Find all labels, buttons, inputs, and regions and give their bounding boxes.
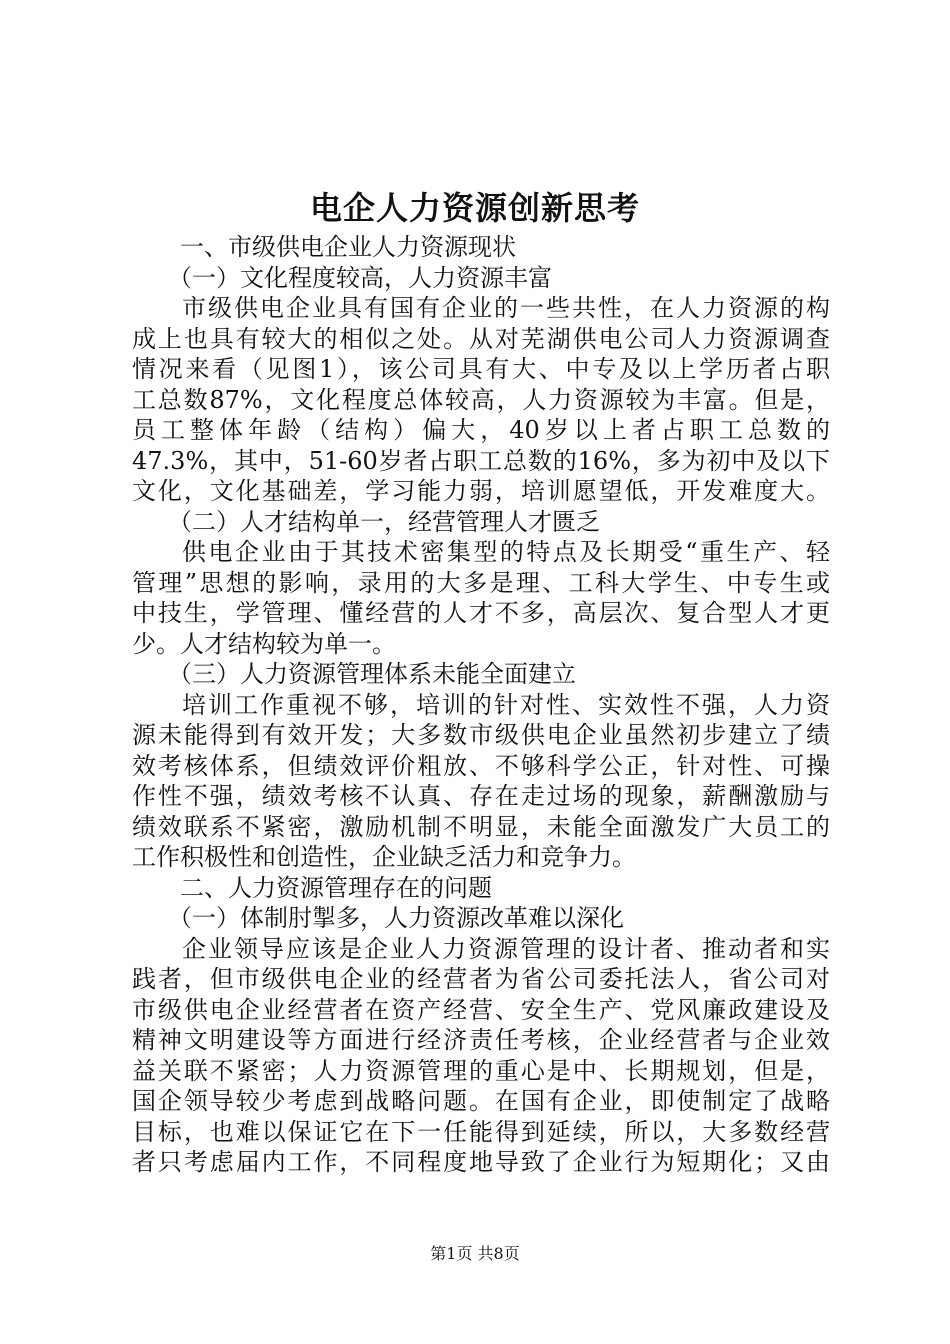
document-body [132, 232, 830, 1178]
page-footer: 第1页 共8页 [430, 1244, 520, 1263]
subsection-heading: （一）文化程度较高，人力资源丰富 [168, 263, 552, 292]
subsection-heading: （二）人才结构单一，经营管理人才匮乏 [168, 507, 600, 536]
paragraph-line: 精神文明建设等方面进行经济责任考核，企业经营者与企业效 [132, 1026, 830, 1054]
paragraph-line: 工作积极性和创造性，企业缺乏活力和竞争力。 [132, 843, 636, 871]
paragraph-line: 国企领导较少考虑到战略问题。在国有企业，即使制定了战略 [132, 1087, 830, 1115]
paragraph-line: 工总数87%，文化程度总体较高，人力资源较为丰富。但是， [132, 385, 830, 414]
section-heading: 一、市级供电企业人力资源现状 [180, 233, 516, 261]
paragraph-line: 少。人才结构较为单一。 [132, 629, 396, 658]
paragraph-line: 市级供电企业具有国有企业的一些共性，在人力资源的构 [182, 294, 830, 322]
paragraph-line: 效考核体系，但绩效评价粗放、不够科学公正，针对性、可操 [132, 751, 830, 780]
paragraph-line: 目标，也难以保证它在下一任能得到延续，所以，大多数经营 [132, 1117, 830, 1146]
paragraph-line: 管理”思想的影响，录用的大多是理、工科大学生、中专生或 [132, 568, 830, 597]
paragraph-line: 成上也具有较大的相似之处。从对芜湖供电公司人力资源调查 [132, 324, 830, 353]
subsection-heading: （一）体制肘掣多，人力资源改革难以深化 [168, 904, 624, 932]
paragraph-line: 供电企业由于其技术密集型的特点及长期受“重生产、轻 [182, 538, 830, 566]
paragraph-line: 践者，但市级供电企业的经营者为省公司委托法人，省公司对 [132, 965, 830, 993]
paragraph-line: 培训工作重视不够，培训的针对性、实效性不强，人力资 [182, 690, 830, 719]
paragraph-line: 企业领导应该是企业人力资源管理的设计者、推动者和实 [182, 934, 830, 963]
document-title: 电企人力资源创新思考 [309, 189, 640, 227]
paragraph-line: 文化，文化基础差，学习能力弱，培训愿望低，开发难度大。 [132, 477, 830, 505]
paragraph-line: 作性不强，绩效考核不认真、存在走过场的现象，薪酬激励与 [132, 782, 830, 810]
subsection-heading: （三）人力资源管理体系未能全面建立 [168, 660, 576, 688]
paragraph-line: 47.3%，其中，51-60岁者占职工总数的16%，多为初中及以下 [132, 446, 830, 475]
paragraph-line: 中技生，学管理、懂经营的人才不多，高层次、复合型人才更 [132, 599, 830, 627]
section-heading: 二、人力资源管理存在的问题 [180, 873, 492, 902]
paragraph-line: 员工整体年龄（结构）偏大，40岁以上者占职工总数的 [132, 416, 830, 444]
paragraph-line: 源未能得到有效开发；大多数市级供电企业虽然初步建立了绩 [132, 721, 830, 749]
paragraph-line: 市级供电企业经营者在资产经营、安全生产、党风廉政建设及 [132, 995, 830, 1024]
paragraph-line: 情况来看（见图1），该公司具有大、中专及以上学历者占职 [132, 355, 830, 383]
paragraph-line: 绩效联系不紧密，激励机制不明显，未能全面激发广大员工的 [132, 812, 830, 841]
paragraph-line: 者只考虑届内工作，不同程度地导致了企业行为短期化；又由 [132, 1148, 830, 1176]
paragraph-line: 益关联不紧密；人力资源管理的重心是中、长期规划，但是， [132, 1056, 830, 1085]
